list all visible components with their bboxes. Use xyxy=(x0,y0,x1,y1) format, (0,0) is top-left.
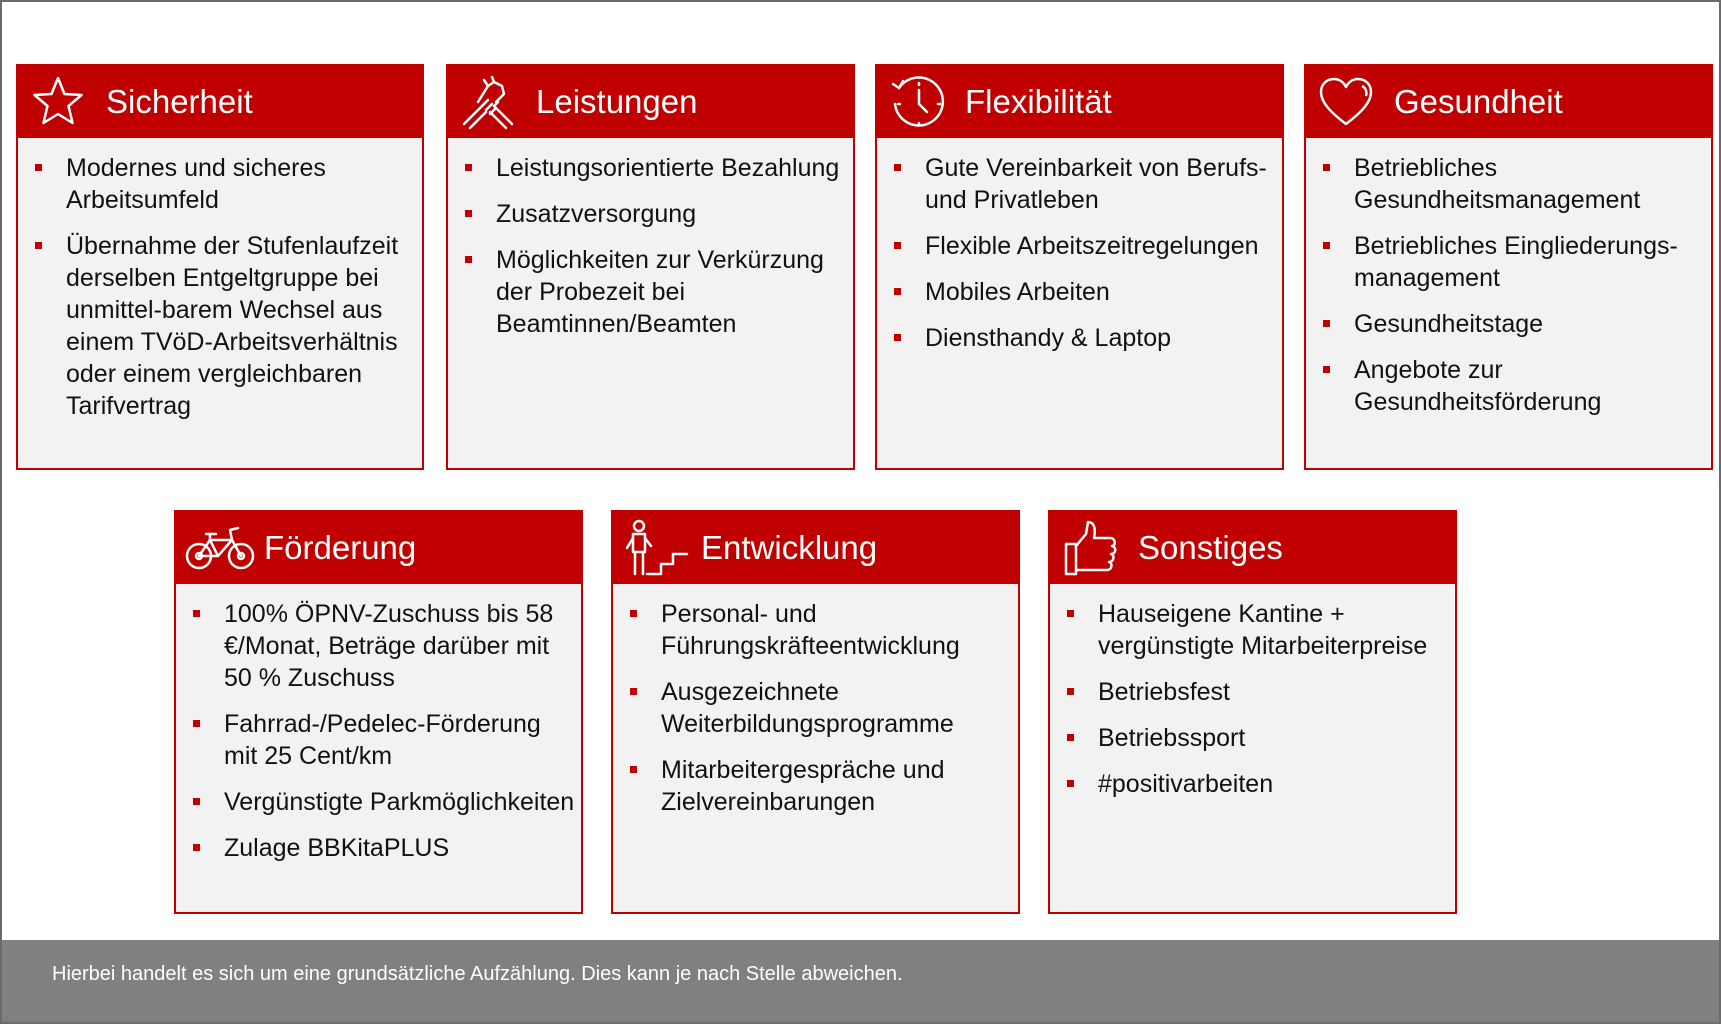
list-item: Ausgezeichnete Weiterbildungsprogramme xyxy=(613,676,1012,740)
bicycle-icon xyxy=(184,518,256,578)
list-item: Zulage BBKitaPLUS xyxy=(176,832,575,864)
list-item: Betriebliches Gesundheitsmanagement xyxy=(1306,152,1705,216)
list-item: Betriebssport xyxy=(1050,722,1449,754)
list-item: Leistungsorientierte Bezahlung xyxy=(448,152,847,184)
clock-icon xyxy=(887,72,947,132)
list-item: Fahrrad-/Pedelec-Förderung mit 25 Cent/km xyxy=(176,708,575,772)
benefit-list xyxy=(613,598,1012,832)
list-item: Personal- und Führungskräfteentwicklung xyxy=(613,598,1012,662)
card-sicherheit xyxy=(16,64,424,470)
stairs-person-icon xyxy=(621,518,693,578)
list-item: Angebote zur Gesundheitsförderung xyxy=(1306,354,1705,418)
card-header xyxy=(877,66,1282,138)
list-item: Betriebsfest xyxy=(1050,676,1449,708)
list-item: Möglichkeiten zur Verkürzung der Probezeit bei Beamtinnen/Beamten xyxy=(448,244,847,340)
list-item: Gesundheitstage xyxy=(1306,308,1705,340)
card-sonstiges xyxy=(1048,510,1457,914)
card-header xyxy=(1050,512,1455,584)
benefit-list xyxy=(176,598,575,878)
card-gesundheit xyxy=(1304,64,1713,470)
card-title: Entwicklung xyxy=(701,529,878,566)
card-header xyxy=(448,66,853,138)
list-item: Modernes und sicheres Arbeitsumfeld xyxy=(18,152,416,216)
card-title: Gesundheit xyxy=(1394,83,1563,120)
card-title: Sicherheit xyxy=(106,83,253,120)
star-icon xyxy=(28,72,88,132)
footer-note: Hierbei handelt es sich um eine grundsätzliche Aufzählung. Dies kann je nach Stelle abweichen. xyxy=(52,963,903,985)
benefit-list xyxy=(1306,152,1705,432)
card-title: Förderung xyxy=(264,529,417,566)
list-item: Betriebliches Eingliederungs-management xyxy=(1306,230,1705,294)
list-item: #positivarbeiten xyxy=(1050,768,1449,800)
heart-icon xyxy=(1316,72,1376,132)
card-header xyxy=(18,66,422,138)
footer-bar xyxy=(2,940,1719,1022)
card-title: Sonstiges xyxy=(1138,529,1283,566)
list-item: Übernahme der Stufenlaufzeit derselben Entgeltgruppe bei unmittel-barem Wechsel aus einem TVöD-Arbeitsverhältnis oder einem vergleichbaren Tarifvertrag xyxy=(18,230,416,422)
list-item: Mobiles Arbeiten xyxy=(877,276,1276,308)
list-item: Zusatzversorgung xyxy=(448,198,847,230)
benefit-list xyxy=(877,152,1276,368)
list-item: Vergünstigte Parkmöglichkeiten xyxy=(176,786,575,818)
benefit-list xyxy=(1050,598,1449,814)
list-item: 100% ÖPNV-Zuschuss bis 58 €/Monat, Beträge darüber mit 50 % Zuschuss xyxy=(176,598,575,694)
card-foerderung xyxy=(174,510,583,914)
list-item: Diensthandy & Laptop xyxy=(877,322,1276,354)
card-flexibilitaet xyxy=(875,64,1284,470)
benefit-list xyxy=(448,152,847,354)
card-header xyxy=(1306,66,1711,138)
list-item: Mitarbeitergespräche und Zielvereinbarungen xyxy=(613,754,1012,818)
handshake-icon xyxy=(458,72,518,132)
benefit-list xyxy=(18,152,416,436)
card-leistungen xyxy=(446,64,855,470)
list-item: Flexible Arbeitszeitregelungen xyxy=(877,230,1276,262)
card-header xyxy=(613,512,1018,584)
card-title: Leistungen xyxy=(536,83,698,120)
card-entwicklung xyxy=(611,510,1020,914)
list-item: Hauseigene Kantine + vergünstigte Mitarbeiterpreise xyxy=(1050,598,1449,662)
card-header xyxy=(176,512,581,584)
thumbs-up-icon xyxy=(1060,518,1120,578)
list-item: Gute Vereinbarkeit von Berufs- und Privatleben xyxy=(877,152,1276,216)
card-title: Flexibilität xyxy=(965,83,1112,120)
